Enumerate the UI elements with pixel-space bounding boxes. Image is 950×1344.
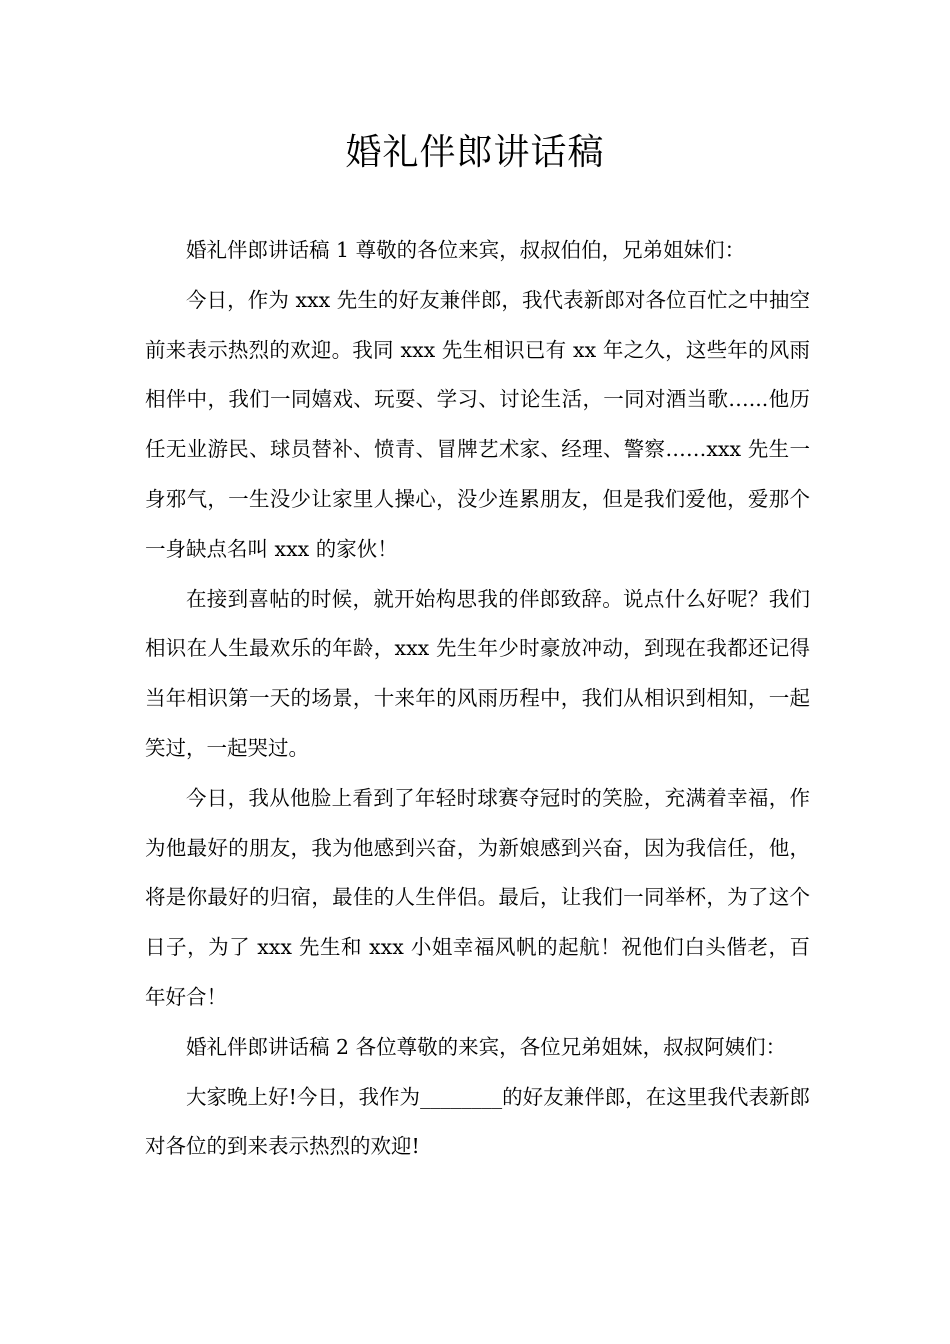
paragraph-welcome: 大家晚上好!今日，我作为________的好友兼伴郎，在这里我代表新郎对各位的到来表示热烈的欢迎! <box>145 1084 810 1159</box>
paragraph-memories: 在接到喜帖的时候，就开始构思我的伴郎致辞。说点什么好呢？我们相识在人生最欢乐的年龄，xxx 先生年少时豪放冲动，到现在我都还记得当年相识第一天的场景，十来年的风雨历程中，我们从相识到相知，一起笑过，一起哭过。 <box>145 586 810 760</box>
paragraph-toast: 今日，我从他脸上看到了年轻时球赛夺冠时的笑脸，充满着幸福，作为他最好的朋友，我为他感到兴奋，为新娘感到兴奋，因为我信任，他，将是你最好的归宿，最佳的人生伴侣。最后，让我们一同举杯，为了这个日子，为了 xxx 先生和 xxx 小姐幸福风帆的起航！祝他们白头偕老，百年好合！ <box>145 785 810 1009</box>
document-body <box>145 226 810 1172</box>
paragraph-speech-1-greeting: 婚礼伴郎讲话稿 1 尊敬的各位来宾，叔叔伯伯，兄弟姐妹们： <box>186 238 746 262</box>
paragraph-speech-2-greeting: 婚礼伴郎讲话稿 2 各位尊敬的来宾，各位兄弟姐妹，叔叔阿姨们： <box>186 1034 787 1059</box>
paragraph-introduction: 今日，作为 xxx 先生的好友兼伴郎，我代表新郎对各位百忙之中抽空前来表示热烈的欢迎。我同 xxx 先生相识已有 xx 年之久，这些年的风雨相伴中，我们一同嬉戏、玩耍、学习、讨论生活，一同对酒当歌…...他历任无业游民、球员替补、愤青、冒牌艺术家、经理、警察……xxx 先生一身邪气，一生没少让家里人操心，没少连累朋友，但是我们爱他，爱那个一身缺点名叫 xxx 的家伙！ <box>145 287 810 561</box>
document-title: 婚礼伴郎讲话稿 <box>345 132 605 173</box>
